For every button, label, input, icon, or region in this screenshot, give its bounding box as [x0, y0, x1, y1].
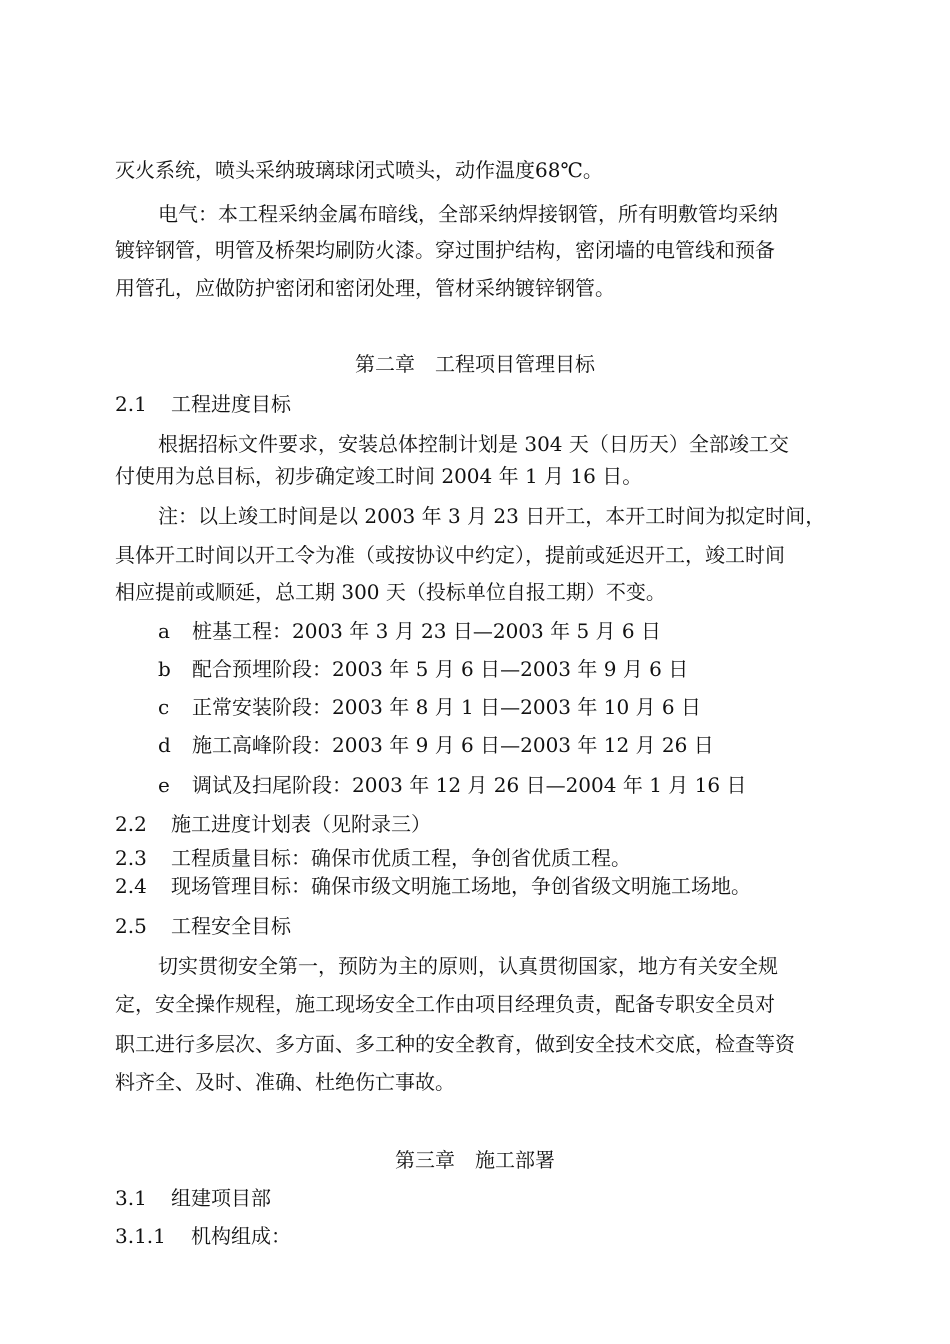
section-title: 组建项目部: [171, 1186, 271, 1210]
section-title: 工程进度目标: [171, 392, 291, 416]
section-number: 2.1: [115, 392, 147, 416]
section-title: 工程质量目标：确保市优质工程，争创省优质工程。: [171, 846, 631, 870]
section-2-2-heading: [115, 814, 431, 834]
section-2-4-heading: [115, 876, 751, 896]
section-number: 2.5: [115, 914, 147, 938]
chapter-2-title: 第二章 工程项目管理目标: [355, 352, 595, 376]
electrical-paragraph-line-3: 用管孔，应做防护密闭和密闭处理，管材采纳镀锌钢管。: [115, 276, 615, 300]
safety-paragraph-line-1: 切实贯彻安全第一，预防为主的原则，认真贯彻国家，地方有关安全规: [158, 954, 778, 978]
section-title: 现场管理目标：确保市级文明施工场地，争创省级文明施工场地。: [171, 874, 751, 898]
phase-text: 正常安装阶段：2003 年 8 月 1 日—2003 年 10 月 6 日: [192, 695, 701, 719]
section-number: 2.2: [115, 812, 147, 836]
electrical-paragraph-line-1: 电气：本工程采纳金属布暗线，全部采纳焊接钢管，所有明敷管均采纳: [158, 202, 778, 226]
electrical-paragraph-line-2: 镀锌钢管，明管及桥架均刷防火漆。穿过围护结构，密闭墙的电管线和预备: [115, 238, 775, 262]
phase-item-c: [158, 697, 701, 717]
section-3-1-1-heading: [115, 1226, 291, 1246]
safety-paragraph-line-3: 职工进行多层次、多方面、多工种的安全教育，做到安全技术交底，检查等资: [115, 1032, 795, 1056]
phase-marker: e: [158, 773, 170, 797]
section-number: 2.3: [115, 846, 147, 870]
phase-item-a: [158, 621, 661, 641]
section-2-5-heading: [115, 916, 291, 936]
section-title: 机构组成：: [191, 1224, 291, 1248]
phase-marker: c: [158, 695, 170, 719]
note-paragraph-line-2: 具体开工时间以开工令为准（或按协议中约定），提前或延迟开工，竣工时间: [115, 543, 785, 567]
phase-marker: d: [158, 733, 171, 757]
phase-item-e: [158, 775, 746, 795]
section-number: 3.1.1: [115, 1224, 166, 1248]
phase-item-b: [158, 659, 688, 679]
chapter-3-title: 第三章 施工部署: [395, 1148, 555, 1172]
phase-text: 调试及扫尾阶段：2003 年 12 月 26 日—2004 年 1 月 16 日: [192, 773, 747, 797]
section-2-3-heading: [115, 848, 631, 868]
schedule-paragraph-line-1: 根据招标文件要求，安装总体控制计划是 304 天（日历天）全部竣工交: [158, 432, 789, 456]
section-2-1-heading: [115, 394, 291, 414]
section-number: 2.4: [115, 874, 147, 898]
section-title: 工程安全目标: [171, 914, 291, 938]
phase-text: 施工高峰阶段：2003 年 9 月 6 日—2003 年 12 月 26 日: [192, 733, 714, 757]
section-3-1-heading: [115, 1188, 271, 1208]
section-title: 施工进度计划表（见附录三）: [171, 812, 431, 836]
phase-text: 桩基工程：2003 年 3 月 23 日—2003 年 5 月 6 日: [192, 619, 661, 643]
safety-paragraph-line-2: 定，安全操作规程，施工现场安全工作由项目经理负责，配备专职安全员对: [115, 992, 775, 1016]
note-paragraph-line-1: 注：以上竣工时间是以 2003 年 3 月 23 日开工，本开工时间为拟定时间，: [158, 504, 826, 528]
phase-marker: b: [158, 657, 171, 681]
schedule-paragraph-line-2: 付使用为总目标，初步确定竣工时间 2004 年 1 月 16 日。: [115, 464, 643, 488]
section-number: 3.1: [115, 1186, 147, 1210]
phase-item-d: [158, 735, 714, 755]
phase-text: 配合预埋阶段：2003 年 5 月 6 日—2003 年 9 月 6 日: [192, 657, 689, 681]
phase-marker: a: [158, 619, 170, 643]
note-paragraph-line-3: 相应提前或顺延，总工期 300 天（投标单位自报工期）不变。: [115, 580, 666, 604]
safety-paragraph-line-4: 料齐全、及时、准确、杜绝伤亡事故。: [115, 1070, 455, 1094]
fire-system-line: 灭火系统，喷头采纳玻璃球闭式喷头，动作温度68℃。: [115, 158, 603, 182]
